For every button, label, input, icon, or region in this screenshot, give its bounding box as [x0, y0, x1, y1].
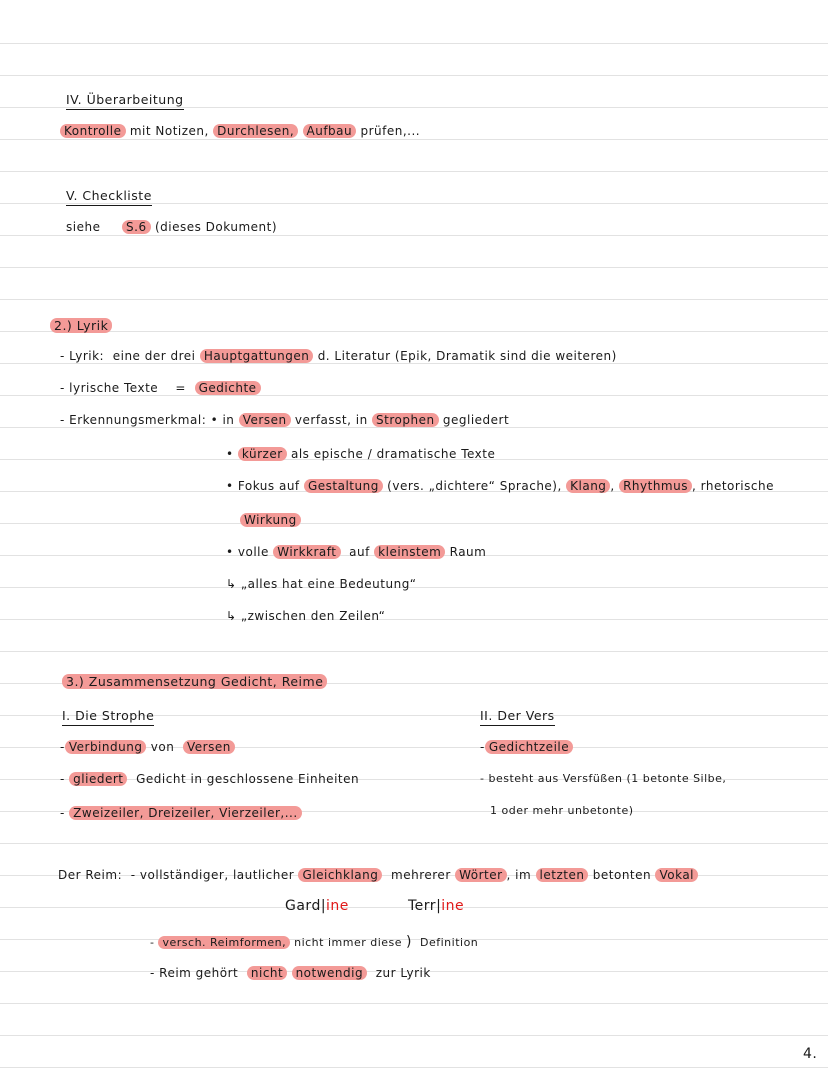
lyrik-title: 2.) Lyrik [50, 318, 112, 333]
lyrik-line-4: • kürzer als epische / dramatische Texte [226, 447, 496, 461]
highlight-kontrolle: Kontrolle [60, 124, 126, 138]
strophe-item-2: - gliedert Gedicht in geschlossene Einheiten [60, 772, 360, 786]
reim-note-2: - Reim gehört nicht notwendig zur Lyrik [150, 966, 431, 980]
zusammensetzung-title: 3.) Zusammensetzung Gedicht, Reime [62, 674, 327, 689]
highlight-vokal: Vokal [655, 868, 698, 882]
highlight-aufbau: Aufbau [303, 124, 357, 138]
strophe-heading: I. Die Strophe [62, 708, 154, 726]
highlight-gliedert: gliedert [69, 772, 127, 786]
highlight-gedichte: Gedichte [195, 381, 261, 395]
highlight-nicht: nicht [247, 966, 287, 980]
lyrik-line-1: - Lyrik: eine der drei Hauptgattungen d. Literatur (Epik, Dramatik sind die weiteren) [60, 349, 617, 363]
lyrik-line-3: - Erkennungsmerkmal: • in Versen verfasst, in Strophen gegliedert [60, 413, 510, 427]
highlight-gestaltung: Gestaltung [304, 479, 383, 493]
highlight-versen-2: Versen [183, 740, 235, 754]
lyrik-line-6 [240, 513, 301, 527]
lyrik-line-2: - lyrische Texte = Gedichte [60, 381, 261, 395]
section-4-title: IV. Überarbeitung [66, 92, 184, 110]
highlight-strophen: Strophen [372, 413, 439, 427]
highlight-durchlesen: Durchlesen, [213, 124, 298, 138]
highlight-kleinstem: kleinstem [374, 545, 445, 559]
lyrik-line-9: ↳ „zwischen den Zeilen“ [226, 609, 386, 623]
highlight-verbindung: Verbindung [65, 740, 147, 754]
highlight-klang: Klang [566, 479, 610, 493]
section-4-line: Kontrolle mit Notizen, Durchlesen, Aufbau prüfen,... [60, 124, 420, 138]
lyrik-line-7: • volle Wirkkraft auf kleinstem Raum [226, 545, 487, 559]
highlight-notwendig: notwendig [292, 966, 368, 980]
highlight-kuerzer: kürzer [238, 447, 287, 461]
highlight-versen: Versen [239, 413, 291, 427]
highlight-hauptgattungen: Hauptgattungen [200, 349, 314, 363]
reim-example-2: Terr|ine [408, 898, 465, 914]
highlight-wirkkraft: Wirkkraft [273, 545, 340, 559]
lyrik-line-8: ↳ „alles hat eine Bedeutung“ [226, 577, 417, 591]
reim-example-1: Gard|ine [285, 898, 349, 914]
page-number: 4. [803, 1046, 818, 1062]
section-5-line: siehe S.6 (dieses Dokument) [66, 220, 278, 234]
highlight-zeiler: Zweizeiler, Dreizeiler, Vierzeiler,... [69, 806, 302, 820]
highlight-page-ref: S.6 [122, 220, 151, 234]
lyrik-line-5: • Fokus auf Gestaltung (vers. „dichtere“ Sprache), Klang , Rhythmus , rhetorische [226, 479, 774, 493]
highlight-wirkung: Wirkung [240, 513, 301, 527]
section-5-title: V. Checkliste [66, 188, 152, 206]
highlight-rhythmus: Rhythmus [619, 479, 692, 493]
highlight-reimformen: versch. Reimformen, [158, 936, 290, 949]
highlight-gedichtzeile: Gedichtzeile [485, 740, 573, 754]
strophe-item-1: - Verbindung von Versen [60, 740, 235, 754]
vers-item-1: - Gedichtzeile [480, 740, 573, 754]
highlight-gleichklang: Gleichklang [298, 868, 382, 882]
highlight-woerter: Wörter [455, 868, 506, 882]
reim-note-1: - versch. Reimformen, nicht immer diese ) Definition [150, 934, 479, 950]
vers-item-2: - besteht aus Versfüßen (1 betonte Silbe, [480, 772, 727, 785]
highlight-letzten: letzten [536, 868, 589, 882]
strophe-item-3: - Zweizeiler, Dreizeiler, Vierzeiler,... [60, 806, 302, 820]
vers-heading: II. Der Vers [480, 708, 555, 726]
vers-item-3: 1 oder mehr unbetonte) [490, 804, 634, 817]
reim-line: Der Reim: - vollständiger, lautlicher Gleichklang mehrerer Wörter , im letzten betonten Vokal [58, 868, 698, 882]
